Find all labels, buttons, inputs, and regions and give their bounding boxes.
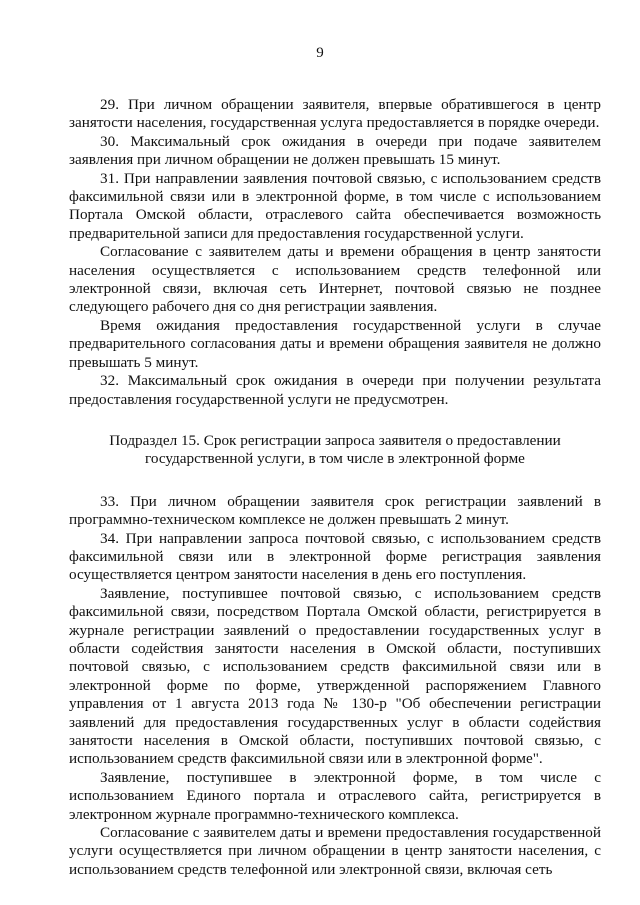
paragraph-31-scheduling: Согласование с заявителем даты и времени обращения в центр занятости населения осуществляется с использованием средств телефонной или электронной связи, включая сеть Интернет, почтовой связью не позднее следующего рабочего дня со дня регистрации заявления. — [69, 243, 601, 316]
paragraph-34-postal-registration: Заявление, поступившее почтовой связью, с использованием средств факсимильной связи, посредством Портала Омской области, регистрируется в журнале регистрации заявлений о предоставлении государственных услуг в области содействия занятости населения в Омской области, поступивших почтовой связью, с использованием средств факсимильной связи или в электронной форме по форме, утвержденной распоряжением Главного управления от 1 августа 2013 года № 130-р "Об обеспечении регистрации заявлений для предоставления государственных услуг в области содействия занятости населения в Омской области, поступивших почтовой связью, с использованием средств факсимильной связи или в электронной форме". — [69, 584, 601, 768]
paragraph-34: 34. При направлении запроса почтовой связью, с использованием средств факсимильной связи или в электронной форме регистрация заявления осуществляется центром занятости населения в день его поступления. — [69, 529, 601, 584]
paragraph-30: 30. Максимальный срок ожидания в очереди при подаче заявителем заявления при личном обращении не должен превышать 15 минут. — [69, 132, 601, 169]
document-body — [69, 96, 601, 879]
paragraph-29: 29. При личном обращении заявителя, впервые обратившегося в центр занятости населения, государственная услуга предоставляется в порядке очереди. — [69, 96, 601, 132]
paragraph-31-waiting-time: Время ожидания предоставления государственной услуги в случае предварительного согласования даты и времени обращения заявителя не должно превышать 5 минут. — [69, 316, 601, 371]
paragraph-34-date-agreement: Согласование с заявителем даты и времени предоставления государственной услуги осуществляется при личном обращении в центр занятости населения, с использованием средств телефонной или электронной связи, включая сеть — [69, 824, 601, 878]
paragraph-34-electronic-registration: Заявление, поступившее в электронной форме, в том числе с использованием Единого портала и отраслевого сайта, регистрируется в электронном журнале программно-технического комплекса. — [69, 768, 601, 823]
paragraph-32: 32. Максимальный срок ожидания в очереди при получении результата предоставления государственной услуги не предусмотрен. — [69, 372, 601, 408]
page-number: 9 — [316, 45, 324, 61]
paragraph-33: 33. При личном обращении заявителя срок регистрации заявлений в программно-техническом комплексе не должен превышать 2 минут. — [69, 492, 601, 529]
section-heading-15: Подраздел 15. Срок регистрации запроса заявителя о предоставлении государственной услуги, в том числе в электронной форме — [109, 431, 561, 468]
paragraph-31: 31. При направлении заявления почтовой связью, с использованием средств факсимильной связи или в электронной форме, в том числе с использованием Портала Омской области, отраслевого сайта обеспечивается возможность предварительной записи для предоставления государственной услуги. — [69, 169, 601, 242]
